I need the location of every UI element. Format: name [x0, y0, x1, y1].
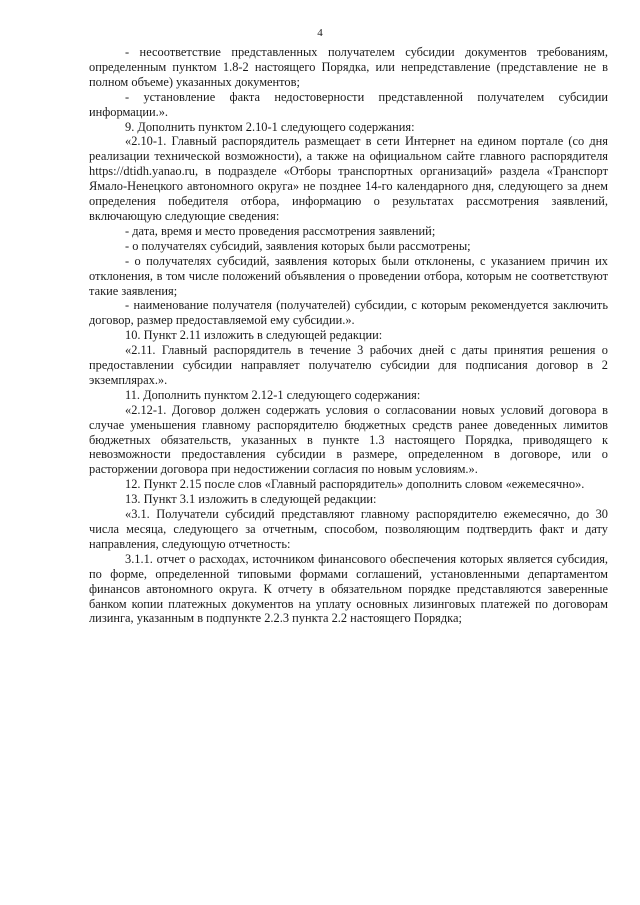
paragraph-amendment-heading: 11. Дополнить пунктом 2.12-1 следующего содержания:	[125, 387, 421, 402]
paragraph-list-item: - наименование получателя (получателей) субсидии, с которым рекомендуется заключить договор, размер предоставляемой ему субсидии.».	[89, 298, 608, 328]
paragraph-clause-2-10-1: «2.10-1. Главный распорядитель размещает в сети Интернет на едином портале (со дня реализации технической возможности), а также на официальном сайте главного распорядителя https://dtidh.yanao.ru, в подразделе «Отборы транспортных организаций» раздела «Транспорт Ямало-Ненецкого автономного округа» не позднее 14-го календарного дня, следующего за днем определения победителя отбора, информацию о результатах рассмотрения заявлений, включающую следующие сведения:	[89, 134, 608, 223]
paragraph-amendment-heading: 12. Пункт 2.15 после слов «Главный распорядитель» дополнить словом «ежемесячно».	[125, 477, 585, 492]
paragraph-list-item: - установление факта недостоверности представленной получателем субсидии информации.».	[89, 89, 608, 119]
paragraph-list-item: - о получателях субсидий, заявления которых были рассмотрены;	[125, 238, 471, 253]
page-number: 4	[317, 27, 323, 39]
paragraph-clause-2-12-1: «2.12-1. Договор должен содержать условия о согласовании новых условий договора в случае уменьшения главному распорядителю бюджетных средств ранее доведенных лимитов бюджетных обязательств, указанных в пункте 1.3 настоящего Порядка, приводящего к невозможности предоставления субсидии в размере, определенном в договоре, или о расторжении договора при недостижении согласия по новым условиям.».	[89, 402, 608, 477]
paragraph-clause-2-11: «2.11. Главный распорядитель в течение 3 рабочих дней с даты принятия решения о предоставлении субсидии направляет получателю субсидии для подписания договор в 2 экземплярах.».	[89, 343, 608, 387]
paragraph-list-item: - несоответствие представленных получателем субсидии документов требованиям, определенным пунктом 1.8-2 настоящего Порядка, или непредставление (представление не в полном объеме) указанных документов;	[89, 45, 608, 89]
paragraph-clause-3-1: «3.1. Получатели субсидий представляют главному распорядителю ежемесячно, до 30 числа месяца, следующего за отчетным, способом, позволяющим подтвердить факт и дату направления, следующую отчетность:	[89, 507, 608, 551]
paragraph-list-item: - дата, время и место проведения рассмотрения заявлений;	[125, 223, 436, 238]
document-body	[89, 45, 608, 626]
paragraph-amendment-heading: 10. Пункт 2.11 изложить в следующей редакции:	[125, 328, 383, 343]
paragraph-amendment-heading: 9. Дополнить пунктом 2.10-1 следующего содержания:	[125, 119, 415, 134]
paragraph-clause-3-1-1: 3.1.1. отчет о расходах, источником финансового обеспечения которых является субсидия, по форме, определенной типовыми формами соглашений, установленными департаментом финансов автономного округа. К отчету в обязательном порядке представляются заверенные банком копии платежных документов на уплату основных лизинговых платежей по договорам лизинга, указанным в подпункте 2.2.3 пункта 2.2 настоящего Порядка;	[89, 551, 608, 626]
paragraph-list-item: - о получателях субсидий, заявления которых были отклонены, с указанием причин их отклонения, в том числе положений объявления о проведении отбора, которым не соответствуют такие заявления;	[89, 253, 608, 298]
paragraph-amendment-heading: 13. Пункт 3.1 изложить в следующей редакции:	[125, 492, 377, 507]
